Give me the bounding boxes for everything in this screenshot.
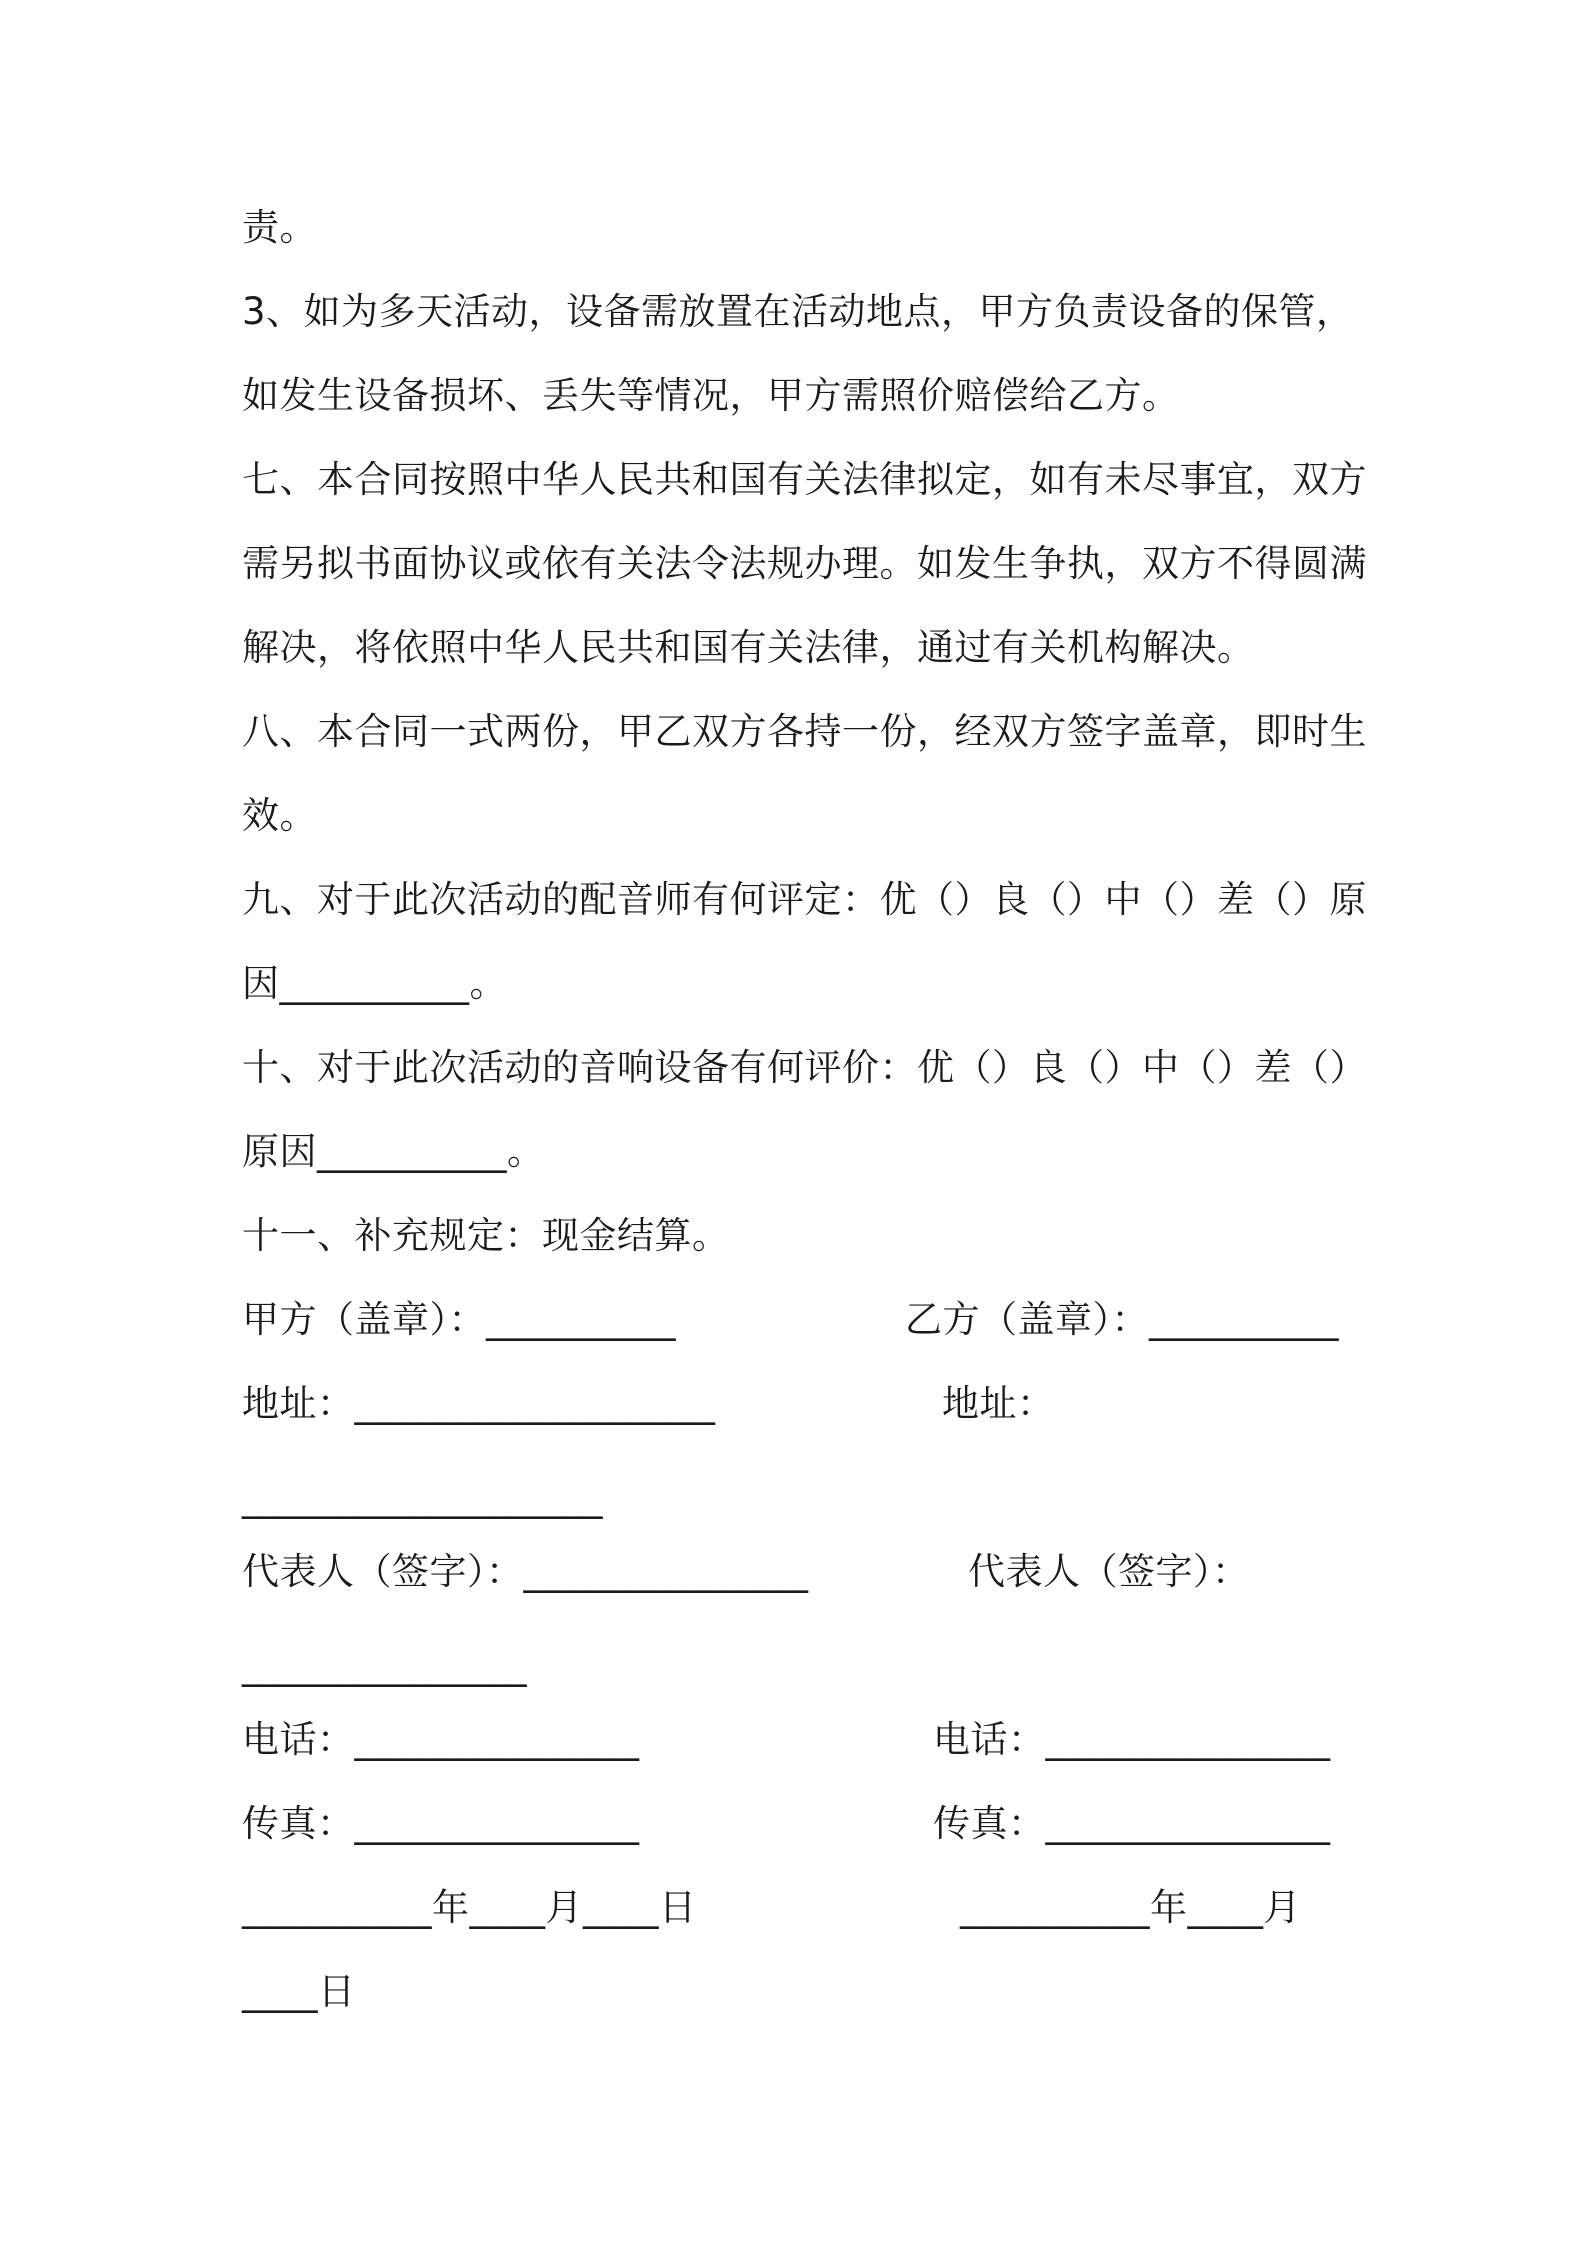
party-a-seal-field: 甲方（盖章）：__________ [242,1298,676,1341]
paragraph-line: 原因__________。 [242,1130,545,1173]
paragraph-line: 七、本合同按照中华人民共和国有关法律拟定，如有未尽事宜，双方 [242,458,1367,501]
paragraph-line: 如发生设备损坏、丢失等情况，甲方需照价赔偿给乙方。 [242,374,1180,417]
paragraph-line: 十、对于此次活动的音响设备有何评价：优（）良（）中（）差（） [242,1046,1367,1089]
party-b-date-day: ____日 [242,1970,356,2013]
party-b-representative-blank: _______________ [242,1644,527,1687]
paragraph-line: 因__________。 [242,962,507,1005]
party-b-address-blank: ___________________ [242,1476,603,1519]
party-b-phone-field: 电话：_______________ [933,1718,1331,1761]
paragraph-line: 需另拟书面协议或依有关法令法规办理。如发生争执，双方不得圆满 [242,542,1367,585]
party-a-representative-field: 代表人（签字）：_______________ [242,1550,809,1593]
paragraph-line: 八、本合同一式两份，甲乙双方各持一份，经双方签字盖章，即时生 [242,710,1367,753]
party-a-address-field: 地址：___________________ [242,1382,716,1425]
party-b-representative-label: 代表人（签字）： [968,1550,1250,1593]
party-a-fax-field: 传真：_______________ [242,1802,640,1845]
party-a-phone-field: 电话：_______________ [242,1718,640,1761]
party-b-fax-field: 传真：_______________ [933,1802,1331,1845]
paragraph-line: 解决，将依照中华人民共和国有关法律，通过有关机构解决。 [242,626,1255,669]
party-b-date-field: __________年____月 [960,1886,1301,1929]
party-b-seal-field: 乙方（盖章）：__________ [905,1298,1339,1341]
paragraph-line: 3、如为多天活动，设备需放置在活动地点，甲方负责设备的保管， [242,290,1354,333]
paragraph-line: 九、对于此次活动的配音师有何评定：优（）良（）中（）差（）原 [242,878,1367,921]
party-a-date-field: __________年____月____日 [242,1886,697,1929]
party-b-address-label: 地址： [942,1382,1055,1425]
paragraph-line: 十一、补充规定：现金结算。 [242,1214,730,1257]
paragraph-line: 责。 [242,206,317,249]
paragraph-line: 效。 [242,794,317,837]
